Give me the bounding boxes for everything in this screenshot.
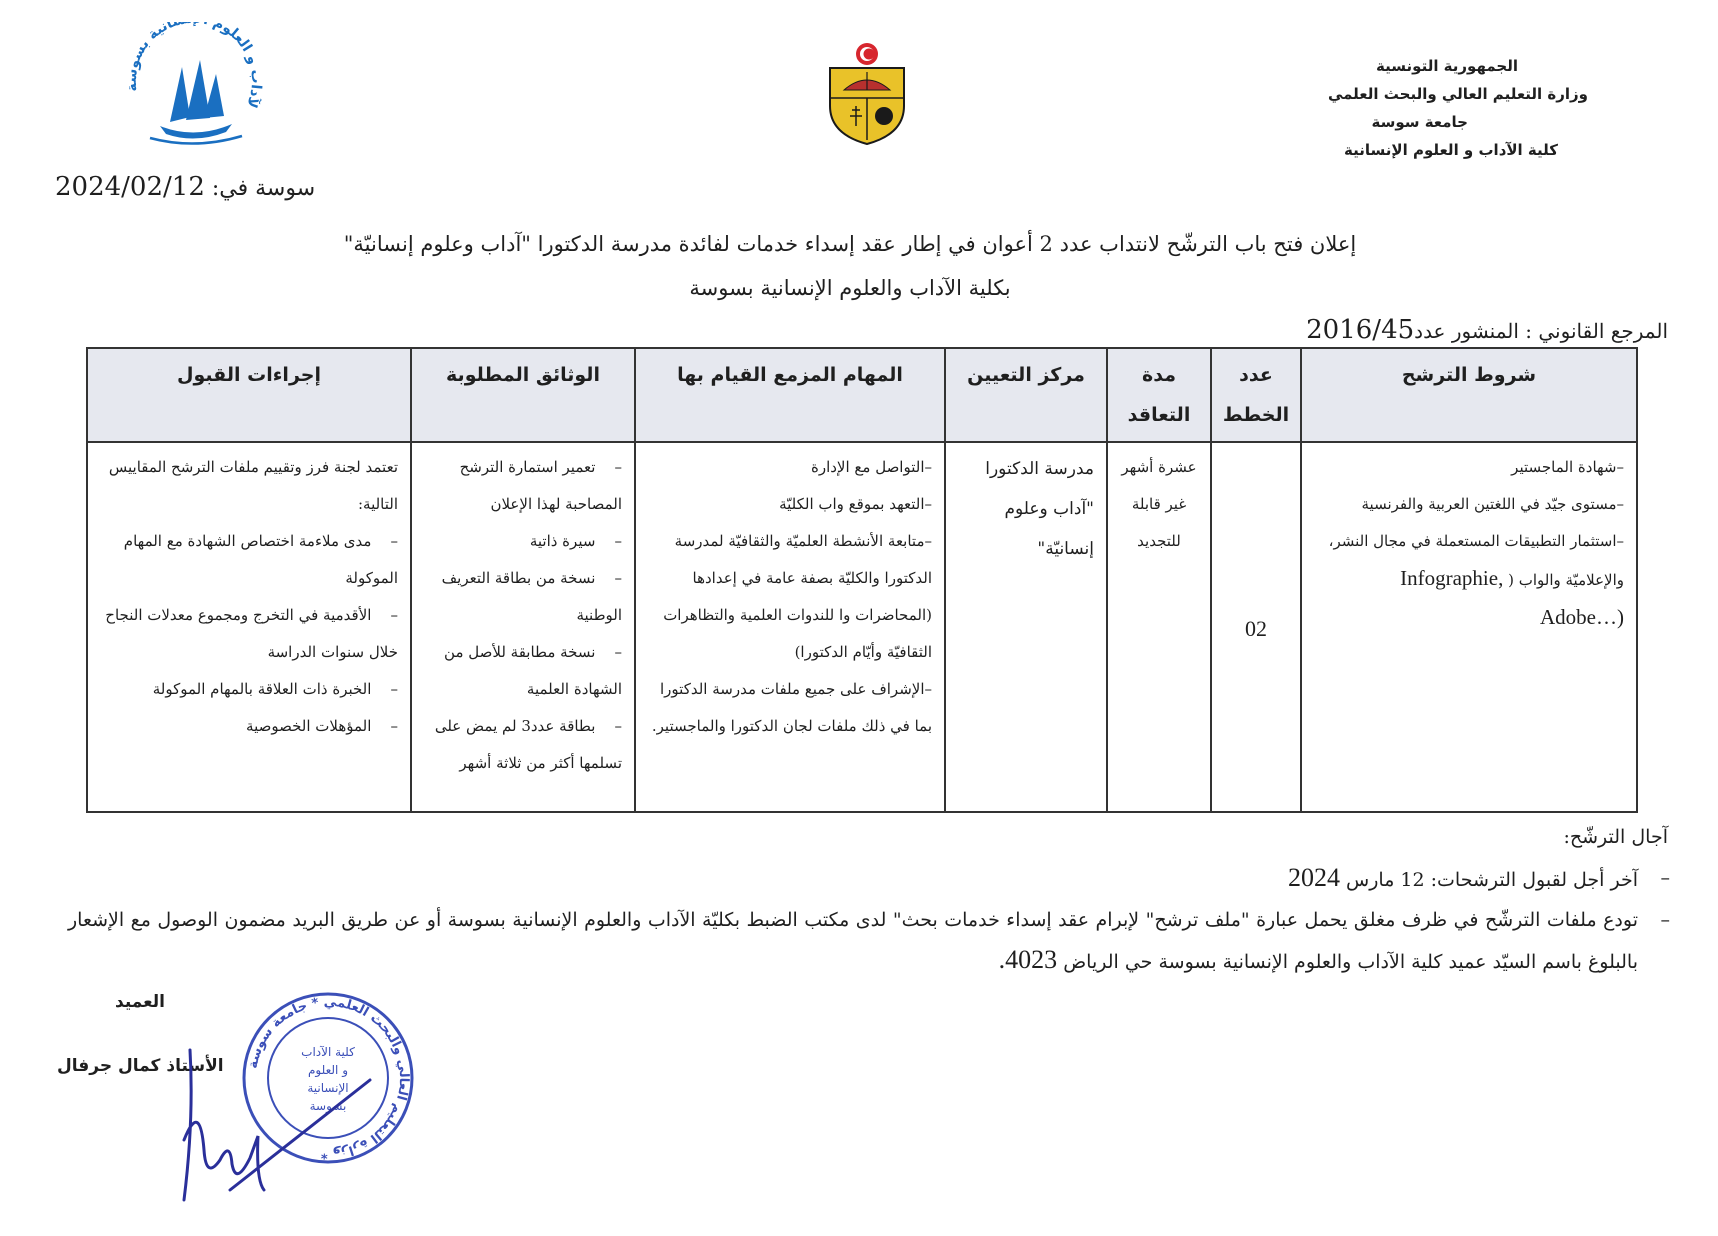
table-header-row bbox=[87, 348, 1637, 442]
document-date bbox=[55, 172, 315, 202]
legal-ref-label: المرجع القانوني : المنشور عدد bbox=[1414, 319, 1668, 343]
cell-count: 02 bbox=[1211, 442, 1301, 812]
list-item: – المؤهلات الخصوصية bbox=[100, 708, 398, 745]
procedures-list bbox=[100, 523, 398, 745]
dean-title: العميد bbox=[115, 992, 165, 1012]
header-documents: الوثائق المطلوبة bbox=[411, 348, 635, 442]
header-count-line1: عدد bbox=[1239, 364, 1273, 386]
list-item: – شهادة الماجستير bbox=[1314, 449, 1624, 486]
procedures-intro: تعتمد لجنة فرز وتقييم ملفات الترشح المقاييس التالية: bbox=[108, 458, 398, 513]
deadline-item-1 bbox=[60, 858, 1670, 900]
stamp-line-4: بسوسة bbox=[309, 1099, 347, 1113]
date-value: 2024/02/12 bbox=[55, 172, 205, 202]
conditions-latin-2: Adobe…) bbox=[1540, 605, 1624, 629]
table-row bbox=[87, 442, 1637, 812]
deadlines-heading: آجال الترشّح: bbox=[1563, 826, 1668, 848]
conditions-cont-text: والإعلاميّة والواب ( bbox=[1508, 571, 1624, 589]
faculty-logo-icon bbox=[120, 22, 270, 156]
duration-line: غير قابلة bbox=[1131, 495, 1187, 513]
list-item: – تعمير استمارة الترشح المصاحبة لهذا الإعلان bbox=[424, 449, 622, 523]
list-item: – بطاقة عدد3 لم يمض على تسلمها أكثر من ثلاثة أشهر bbox=[424, 708, 622, 782]
list-item: – التواصل مع الإدارة bbox=[648, 449, 932, 486]
header-ministry: وزارة التعليم العالي والبحث العلمي bbox=[1327, 85, 1588, 103]
documents-list bbox=[424, 449, 622, 782]
deadline-2-code: 4023. bbox=[998, 945, 1058, 974]
deadline-2-text: تودع ملفات الترشّح في ظرف مغلق يحمل عبارة "ملف ترشح" لإبرام عقد إسداء خدمات بحث" لدى مكتب الضبط بكليّة الآداب والعلوم الإنسانية بسوسة أو عن طريق البريد مضمون الوصول مع الإشعار بالبلوغ باسم السيّد عميد كلية الآداب والعلوم الإنسانية بسوسة حي الرياض bbox=[68, 909, 1638, 973]
cell-procedures bbox=[87, 442, 411, 812]
list-item: – مستوى جيّد في اللغتين العربية والفرنسية bbox=[1314, 486, 1624, 523]
deadline-1-year: 2024 bbox=[1288, 863, 1340, 892]
cell-conditions bbox=[1301, 442, 1637, 812]
list-item: – نسخة مطابقة للأصل من الشهادة العلمية bbox=[424, 634, 622, 708]
cell-documents bbox=[411, 442, 635, 812]
list-item: – متابعة الأنشطة العلميّة والثقافيّة لمدرسة الدكتورا والكليّة بصفة عامة في إعدادها (المحاضرات وا للندوات العلمية والتظاهرات الثقافيّة وأيّام الدكتورا) bbox=[648, 523, 932, 671]
header-republic: الجمهورية التونسية bbox=[1376, 57, 1518, 75]
posting-line: إنسانيّة" bbox=[1037, 539, 1094, 559]
header-procedures: إجراءات القبول bbox=[87, 348, 411, 442]
stamp-line-3: الإنسانية bbox=[307, 1081, 349, 1095]
posting-line: مدرسة الدكتورا bbox=[985, 459, 1094, 479]
header-count bbox=[1211, 348, 1301, 442]
list-item: – التعهد بموقع واب الكليّة bbox=[648, 486, 932, 523]
header-posting: مركز التعيين bbox=[945, 348, 1107, 442]
list-item: – الخبرة ذات العلاقة بالمهام الموكولة bbox=[100, 671, 398, 708]
header-tasks: المهام المزمع القيام بها bbox=[635, 348, 945, 442]
stamp-line-2: و العلوم bbox=[308, 1063, 348, 1077]
duration-line: عشرة أشهر bbox=[1121, 458, 1197, 476]
date-label: سوسة في: bbox=[204, 176, 316, 201]
logo-ring-text: الآداب و العلوم انية بسوسة bbox=[123, 22, 265, 110]
list-item: – الإشراف على جميع ملفات مدرسة الدكتورا بما في ذلك ملفات لجان الدكتورا والماجستير. bbox=[648, 671, 932, 745]
header-count-line2: الخطط bbox=[1222, 404, 1290, 426]
tasks-list bbox=[648, 449, 932, 745]
dean-name: الأستاذ كمال جرفال bbox=[57, 1056, 224, 1076]
list-item: – سيرة ذاتية bbox=[424, 523, 622, 560]
deadlines-list bbox=[60, 858, 1670, 982]
conditions-latin-1: Infographie, bbox=[1400, 566, 1504, 590]
announcement-title bbox=[160, 222, 1540, 310]
header-university: جامعة سوسة bbox=[1371, 113, 1468, 131]
cell-tasks bbox=[635, 442, 945, 812]
deadline-1-text: آخر أجل لقبول الترشحات: 12 مارس bbox=[1346, 869, 1638, 891]
header-conditions: شروط الترشح bbox=[1301, 348, 1637, 442]
header-duration-line1: مدة bbox=[1142, 364, 1176, 386]
cell-posting bbox=[945, 442, 1107, 812]
tunisia-emblem-icon bbox=[822, 40, 912, 152]
conditions-continuation bbox=[1314, 560, 1624, 599]
legal-reference bbox=[1306, 315, 1668, 345]
deadline-item-2 bbox=[60, 900, 1670, 982]
list-item: – الأقدمية في التخرج ومجموع معدلات النجاح خلال سنوات الدراسة bbox=[100, 597, 398, 671]
title-line-1: إعلان فتح باب الترشّح لانتداب عدد 2 أعوان في إطار عقد إسداء خدمات لفائدة مدرسة الدكتورا "آداب وعلوم إنسانيّة" bbox=[343, 232, 1357, 256]
list-item: – مدى ملاءمة اختصاص الشهادة مع المهام الموكولة bbox=[100, 523, 398, 597]
conditions-list bbox=[1314, 449, 1624, 560]
posting-line: "آداب وعلوم bbox=[1004, 499, 1094, 519]
duration-line: للتجديد bbox=[1137, 532, 1181, 550]
list-item: – نسخة من بطاقة التعريف الوطنية bbox=[424, 560, 622, 634]
stamp-line-1: كلية الآداب bbox=[301, 1045, 355, 1059]
title-line-2: بكلية الآداب والعلوم الإنسانية بسوسة bbox=[689, 276, 1011, 300]
header-duration-line2: التعاقد bbox=[1127, 404, 1191, 426]
list-item: – استثمار التطبيقات المستعملة في مجال النشر، bbox=[1314, 523, 1624, 560]
recruitment-table bbox=[86, 347, 1638, 813]
stamp-ring-text: وزارة التعليم العالي والبحث العلمي * جامعة سوسة * bbox=[245, 994, 412, 1162]
cell-duration bbox=[1107, 442, 1211, 812]
legal-ref-value: 2016/45 bbox=[1306, 315, 1415, 345]
header-duration bbox=[1107, 348, 1211, 442]
institution-header bbox=[1228, 52, 1588, 164]
header-faculty: كلية الآداب و العلوم الإنسانية bbox=[1344, 141, 1558, 159]
handwritten-signature-icon bbox=[160, 1040, 380, 1214]
